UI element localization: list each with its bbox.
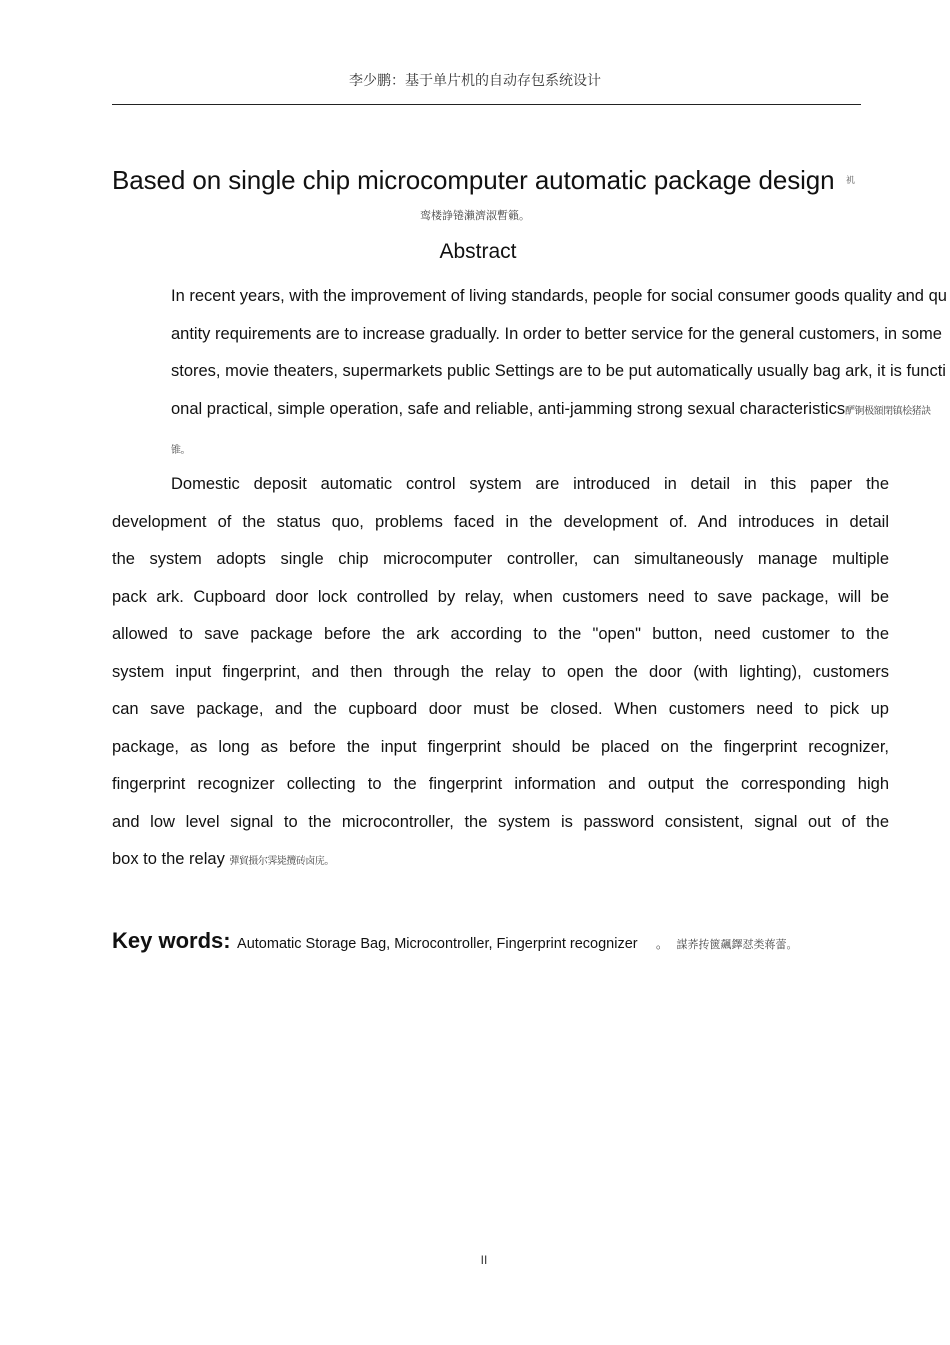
- paragraph-2-line: system input fingerprint, and then through the relay to open the door (with lighting), customers: [112, 662, 889, 681]
- paragraph-1-garbled-text: 酽锕极額閉镇桧猪訣锥。: [171, 405, 931, 456]
- paragraph-2-line: development of the status quo, problems faced in the development of. And introduces in detail: [112, 512, 889, 531]
- paragraph-2-line: box to the relay: [112, 850, 225, 868]
- paragraph-2-line: package, as long as before the input fingerprint should be placed on the fingerprint recognizer,: [112, 737, 889, 756]
- paragraph-2-line: pack ark. Cupboard door lock controlled by relay, when customers need to save package, will be: [112, 587, 889, 606]
- keywords-text: Automatic Storage Bag, Microcontroller, Fingerprint recognizer: [237, 936, 638, 952]
- paragraph-2-line: and low level signal to the microcontroller, the system is password consistent, signal out of the: [112, 812, 889, 831]
- keywords-garbled-text: 謀荞抟篋飆鐸怼类蒋蕾。: [676, 938, 798, 951]
- paragraph-2-line: the system adopts single chip microcomputer controller, can simultaneously manage multiple: [112, 550, 889, 568]
- abstract-paragraph-1-text: In recent years, with the improvement of living standards, people for social consumer goods quality and quantity requirements are to increase gradually. In order to better service for the general customers, in some stores, movie theaters, supermarkets public Settings are to be put automatically usually bag ark, it is functional practical, simple operation, safe and reliable, anti-jamming strong sexual characteristics: [171, 287, 947, 418]
- abstract-heading: Abstract: [439, 240, 517, 263]
- title-garbled-subtitle: 鸾楼諍锩瀨濟淑暫籟。: [420, 209, 530, 222]
- keywords-dot: 。: [656, 937, 669, 951]
- paragraph-2-line: Domestic deposit automatic control system are introduced in detail in this paper the: [171, 475, 889, 493]
- page-number: II: [480, 1253, 488, 1267]
- header-divider: [112, 104, 861, 105]
- title-garbled-mark: 䘛: [846, 176, 856, 186]
- paragraph-2-line: can save package, and the cupboard door must be closed. When customers need to pick up: [112, 700, 889, 718]
- keywords-label: Key words:: [112, 928, 231, 953]
- paragraph-2-last-line: [112, 841, 889, 881]
- paper-title: Based on single chip microcomputer automatic package design: [112, 165, 835, 195]
- paragraph-2-garbled-text: 彈貿摄尔霁毙攬砖卤庑。: [229, 856, 334, 867]
- keywords: [112, 928, 872, 954]
- abstract-paragraph-2: [112, 466, 889, 881]
- abstract-paragraph-1: [112, 278, 948, 470]
- running-header: 李少鹏：基于单片机的自动存包系统设计: [349, 73, 601, 89]
- paragraph-2-line: fingerprint recognizer collecting to the fingerprint information and output the corresponding high: [112, 775, 889, 793]
- paragraph-2-line: allowed to save package before the ark according to the "open" button, need customer to the: [112, 625, 889, 643]
